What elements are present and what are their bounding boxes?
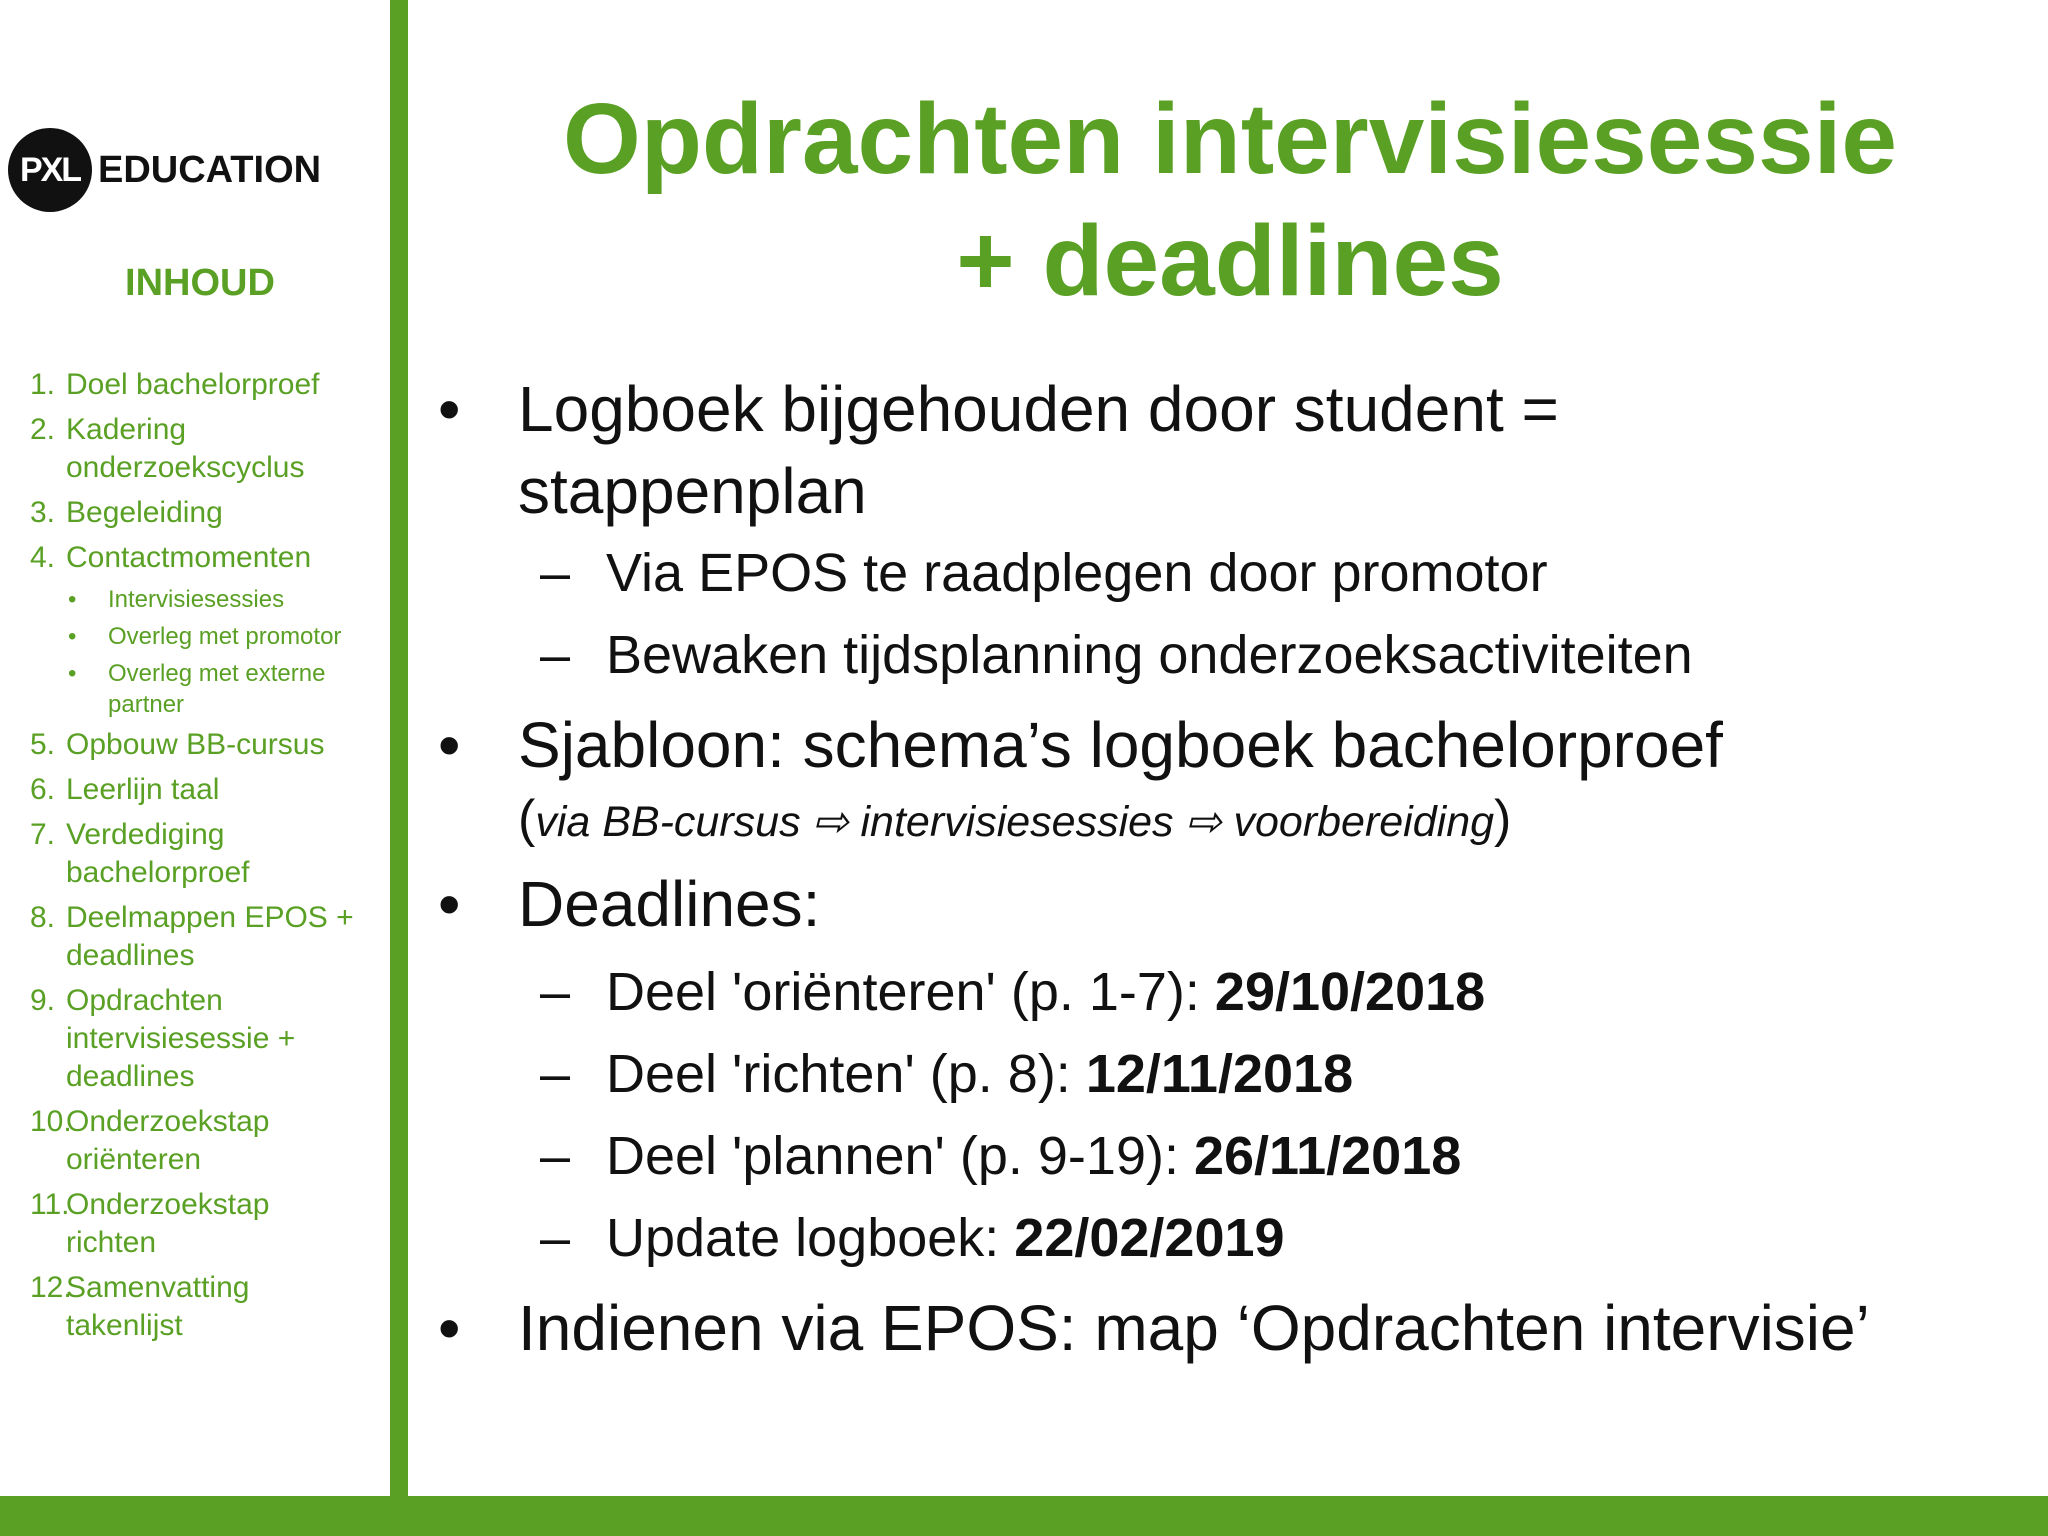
bottom-accent-bar [0, 1496, 2048, 1536]
bullet-icon: • [438, 1292, 461, 1364]
deadline-text: Update logboek: 22/02/2019 [606, 1208, 1285, 1268]
toc-subitem-intervisiesessies[interactable] [30, 584, 380, 615]
subbullet-tijdsplanning [430, 620, 2030, 690]
toc-item-number: 9. [30, 984, 56, 1017]
deadline-update-logboek [430, 1203, 2030, 1273]
toc-item-label: Opdrachten intervisiesessie + deadlines [66, 984, 296, 1093]
deadline-text: Deel 'oriënteren' (p. 1-7): 29/10/2018 [606, 962, 1486, 1022]
bullet-dot-icon: • [68, 623, 77, 650]
dash-icon: – [540, 1044, 571, 1104]
dash-icon: – [540, 625, 571, 685]
title-line-1: Opdrachten intervisiesessie [563, 83, 1897, 195]
toc-item-number: 4. [30, 541, 56, 574]
bullet-text: Logboek bijgehouden door student = stappenplan [518, 373, 1559, 527]
sidebar [0, 0, 390, 1496]
toc-item-label: Deelmappen EPOS + deadlines [66, 901, 354, 972]
toc-item-label: Kadering onderzoekscyclus [66, 413, 305, 484]
toc-item-label: Opbouw BB-cursus [66, 728, 325, 761]
toc-item-11[interactable] [30, 1186, 380, 1262]
slide-title [420, 78, 2040, 322]
toc-item-number: 5. [30, 728, 56, 761]
toc-item-number: 8. [30, 901, 56, 934]
bullet-indienen [430, 1287, 2030, 1369]
deadline-date: 12/11/2018 [1085, 1044, 1354, 1104]
vertical-accent-bar [390, 0, 408, 1496]
toc-item-3[interactable] [30, 494, 380, 532]
toc-item-4[interactable] [30, 539, 380, 577]
toc-item-number: 7. [30, 818, 56, 851]
dash-icon: – [540, 1208, 571, 1268]
bullet-logboek [430, 368, 2030, 532]
toc-item-1[interactable] [30, 366, 380, 404]
deadline-richten [430, 1039, 2030, 1109]
bullet-dot-icon: • [68, 586, 77, 613]
toc-item-6[interactable] [30, 771, 380, 809]
toc-subitem-label: Intervisiesessies [108, 586, 285, 613]
toc-item-5[interactable] [30, 726, 380, 764]
toc-item-8[interactable] [30, 899, 380, 975]
toc-item-number: 10. [30, 1105, 72, 1138]
sjabloon-path-note: (via BB-cursus ⇨ intervisiesessies ⇨ voorbereiding) [518, 790, 1512, 848]
deadline-plannen [430, 1121, 2030, 1191]
deadline-date: 29/10/2018 [1214, 962, 1486, 1022]
toc-subitem-overleg-promotor[interactable] [30, 621, 380, 652]
subbullet-text: Via EPOS te raadplegen door promotor [606, 543, 1548, 603]
toc-item-label: Onderzoekstap richten [66, 1188, 270, 1259]
bullet-icon: • [438, 373, 461, 445]
deadline-text: Deel 'plannen' (p. 9-19): 26/11/2018 [606, 1126, 1462, 1186]
toc-item-label: Doel bachelorproef [66, 368, 320, 401]
toc-item-number: 1. [30, 368, 56, 401]
toc-subitem-label: Overleg met externe partner [108, 660, 326, 718]
bullet-text: Deadlines: [518, 868, 821, 940]
bullet-text: Sjabloon: schema’s logboek bachelorproef [518, 709, 1723, 781]
pxl-education-logo [8, 128, 321, 212]
bullet-icon: • [438, 868, 461, 940]
dash-icon: – [540, 543, 571, 603]
slide-content [430, 368, 2030, 1369]
pxl-logo-mark: PXL [8, 128, 92, 212]
toc-subitem-label: Overleg met promotor [108, 623, 342, 650]
toc-subitem-overleg-externe-partner[interactable] [30, 658, 380, 720]
path-text: via BB-cursus ⇨ intervisiesessies ⇨ voorbereiding [535, 798, 1495, 846]
bullet-text: Indienen via EPOS: map ‘Opdrachten intervisie’ [518, 1292, 1870, 1364]
toc-item-10[interactable] [30, 1103, 380, 1179]
dash-icon: – [540, 962, 571, 1022]
dash-icon: – [540, 1126, 571, 1186]
bullet-dot-icon: • [68, 660, 77, 687]
bullet-deadlines [430, 863, 2030, 945]
toc-item-label: Begeleiding [66, 496, 223, 529]
bullet-sjabloon [430, 704, 2030, 786]
deadline-text: Deel 'richten' (p. 8): 12/11/2018 [606, 1044, 1354, 1104]
toc-item-label: Onderzoekstap oriënteren [66, 1105, 270, 1176]
deadline-orienteren [430, 957, 2030, 1027]
title-line-2: + deadlines [956, 205, 1504, 317]
deadline-date: 22/02/2019 [1014, 1208, 1285, 1268]
subbullet-text: Bewaken tijdsplanning onderzoeksactiviteiten [606, 625, 1693, 685]
toc-item-label: Contactmomenten [66, 541, 312, 574]
toc-item-7[interactable] [30, 816, 380, 892]
toc-item-9[interactable] [30, 982, 380, 1096]
deadline-date: 26/11/2018 [1193, 1126, 1462, 1186]
toc-item-12[interactable] [30, 1269, 380, 1345]
table-of-contents [30, 366, 380, 1352]
toc-item-number: 11. [30, 1188, 70, 1221]
toc-item-label: Samenvatting takenlijst [66, 1271, 250, 1342]
toc-item-number: 3. [30, 496, 56, 529]
toc-item-label: Leerlijn taal [66, 773, 220, 806]
toc-item-2[interactable] [30, 411, 380, 487]
toc-heading: INHOUD [125, 262, 275, 304]
bullet-icon: • [438, 709, 461, 781]
subbullet-epos-promotor [430, 538, 2030, 608]
toc-item-number: 12. [30, 1271, 72, 1304]
toc-item-number: 6. [30, 773, 56, 806]
toc-item-label: Verdediging bachelorproef [66, 818, 250, 889]
toc-item-number: 2. [30, 413, 56, 446]
logo-wordmark: EDUCATION [98, 148, 322, 191]
